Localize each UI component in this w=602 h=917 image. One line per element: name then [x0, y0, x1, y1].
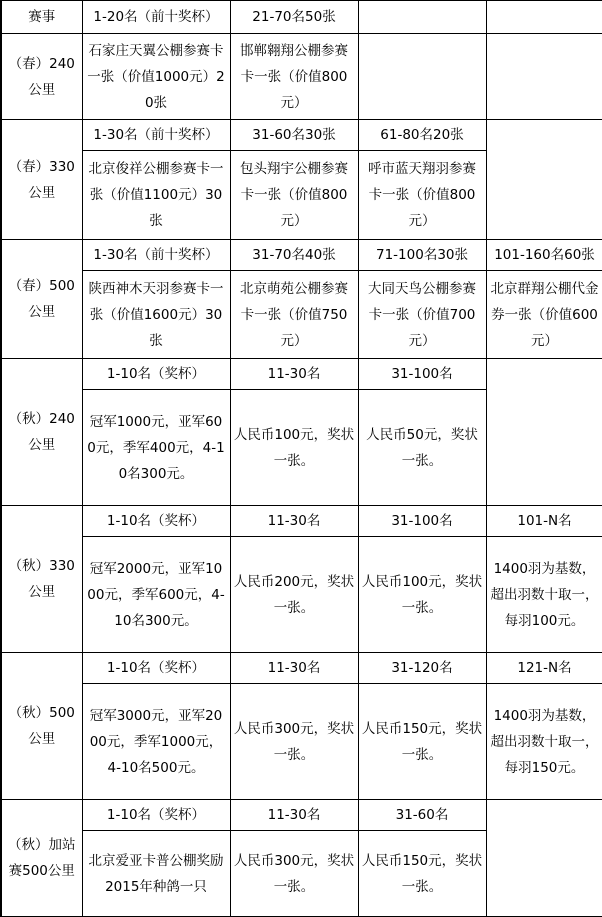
tier-cell: 1-30名（前十奖杯）	[82, 120, 230, 151]
prize-cell: 人民币150元，奖状一张。	[358, 831, 486, 917]
empty-cell	[486, 120, 602, 240]
prize-cell: 石家庄天翼公棚参赛卡一张（价值1000元）20张	[82, 34, 230, 120]
empty-cell	[486, 1, 602, 34]
tier-cell: 1-10名（奖杯）	[82, 359, 230, 390]
tier-cell: 11-30名	[230, 506, 358, 537]
empty-cell	[358, 34, 486, 120]
prize-cell: 人民币150元，奖状一张。	[358, 684, 486, 800]
prize-cell: 陕西神木天羽参赛卡一张（价值1600元）30张	[82, 271, 230, 359]
table-row-header	[1, 1, 602, 34]
empty-cell	[486, 800, 602, 917]
tier-cell: 31-120名	[358, 653, 486, 684]
tier-cell: 1-10名（奖杯）	[82, 506, 230, 537]
tier-cell: 101-N名	[486, 506, 602, 537]
tier-cell: 1-30名（前十奖杯）	[82, 240, 230, 271]
prize-cell: 呼市蓝天翔羽参赛卡一张（价值800元）	[358, 151, 486, 240]
table-row	[1, 537, 602, 653]
race-name-cell: （春）330公里	[1, 120, 82, 240]
tier-cell: 71-100名30张	[358, 240, 486, 271]
tier-cell: 11-30名	[230, 359, 358, 390]
tier-cell: 11-30名	[230, 653, 358, 684]
prize-cell: 人民币300元，奖状一张。	[230, 831, 358, 917]
empty-cell	[486, 359, 602, 506]
table-row	[1, 653, 602, 684]
table-row	[1, 34, 602, 120]
table-row	[1, 240, 602, 271]
race-name-cell: （秋）330公里	[1, 506, 82, 653]
prize-cell: 冠军1000元，亚军600元，季军400元，4-10名300元。	[82, 390, 230, 506]
prize-cell: 北京爱亚卡普公棚奖励2015年种鸽一只	[82, 831, 230, 917]
table-row	[1, 359, 602, 390]
race-name-cell: （秋）240公里	[1, 359, 82, 506]
prize-cell: 人民币100元，奖状一张。	[230, 390, 358, 506]
prize-cell: 1400羽为基数，超出羽数十取一，每羽100元。	[486, 537, 602, 653]
tier-cell: 31-100名	[358, 359, 486, 390]
tier-cell: 11-30名	[230, 800, 358, 831]
prize-cell: 邯郸翱翔公棚参赛卡一张（价值800元）	[230, 34, 358, 120]
prize-cell: 人民币300元，奖状一张。	[230, 684, 358, 800]
table-row	[1, 684, 602, 800]
prize-cell: 北京群翔公棚代金券一张（价值600元）	[486, 271, 602, 359]
prize-cell: 人民币100元，奖状一张。	[358, 537, 486, 653]
tier-cell: 1-20名（前十奖杯）	[82, 1, 230, 34]
table-row	[1, 271, 602, 359]
prize-cell: 人民币50元，奖状一张。	[358, 390, 486, 506]
empty-cell	[358, 1, 486, 34]
race-header-cell: 赛事	[1, 1, 82, 34]
prize-cell: 人民币200元，奖状一张。	[230, 537, 358, 653]
tier-cell: 21-70名50张	[230, 1, 358, 34]
prize-cell: 北京俊祥公棚参赛卡一张（价值1100元）30张	[82, 151, 230, 240]
tier-cell: 31-70名40张	[230, 240, 358, 271]
table-row	[1, 506, 602, 537]
tier-cell: 61-80名20张	[358, 120, 486, 151]
empty-cell	[486, 34, 602, 120]
race-name-cell: （春）500公里	[1, 240, 82, 359]
table-row	[1, 120, 602, 151]
tier-cell: 31-100名	[358, 506, 486, 537]
tier-cell: 31-60名	[358, 800, 486, 831]
prize-cell: 包头翔宇公棚参赛卡一张（价值800元）	[230, 151, 358, 240]
race-name-cell: （秋）加站赛500公里	[1, 800, 82, 917]
prize-cell: 1400羽为基数，超出羽数十取一，每羽150元。	[486, 684, 602, 800]
table-row	[1, 800, 602, 831]
prize-cell: 冠军3000元，亚军2000元，季军1000元，4-10名500元。	[82, 684, 230, 800]
prize-cell: 大同天鸟公棚参赛卡一张（价值700元）	[358, 271, 486, 359]
tier-cell: 121-N名	[486, 653, 602, 684]
prize-cell: 冠军2000元，亚军1000元，季军600元，4-10名300元。	[82, 537, 230, 653]
race-name-cell: （秋）500公里	[1, 653, 82, 800]
prize-cell: 北京萌苑公棚参赛卡一张（价值750元）	[230, 271, 358, 359]
tier-cell: 1-10名（奖杯）	[82, 800, 230, 831]
race-name-cell: （春）240公里	[1, 34, 82, 120]
tier-cell: 101-160名60张	[486, 240, 602, 271]
tier-cell: 1-10名（奖杯）	[82, 653, 230, 684]
tier-cell: 31-60名30张	[230, 120, 358, 151]
